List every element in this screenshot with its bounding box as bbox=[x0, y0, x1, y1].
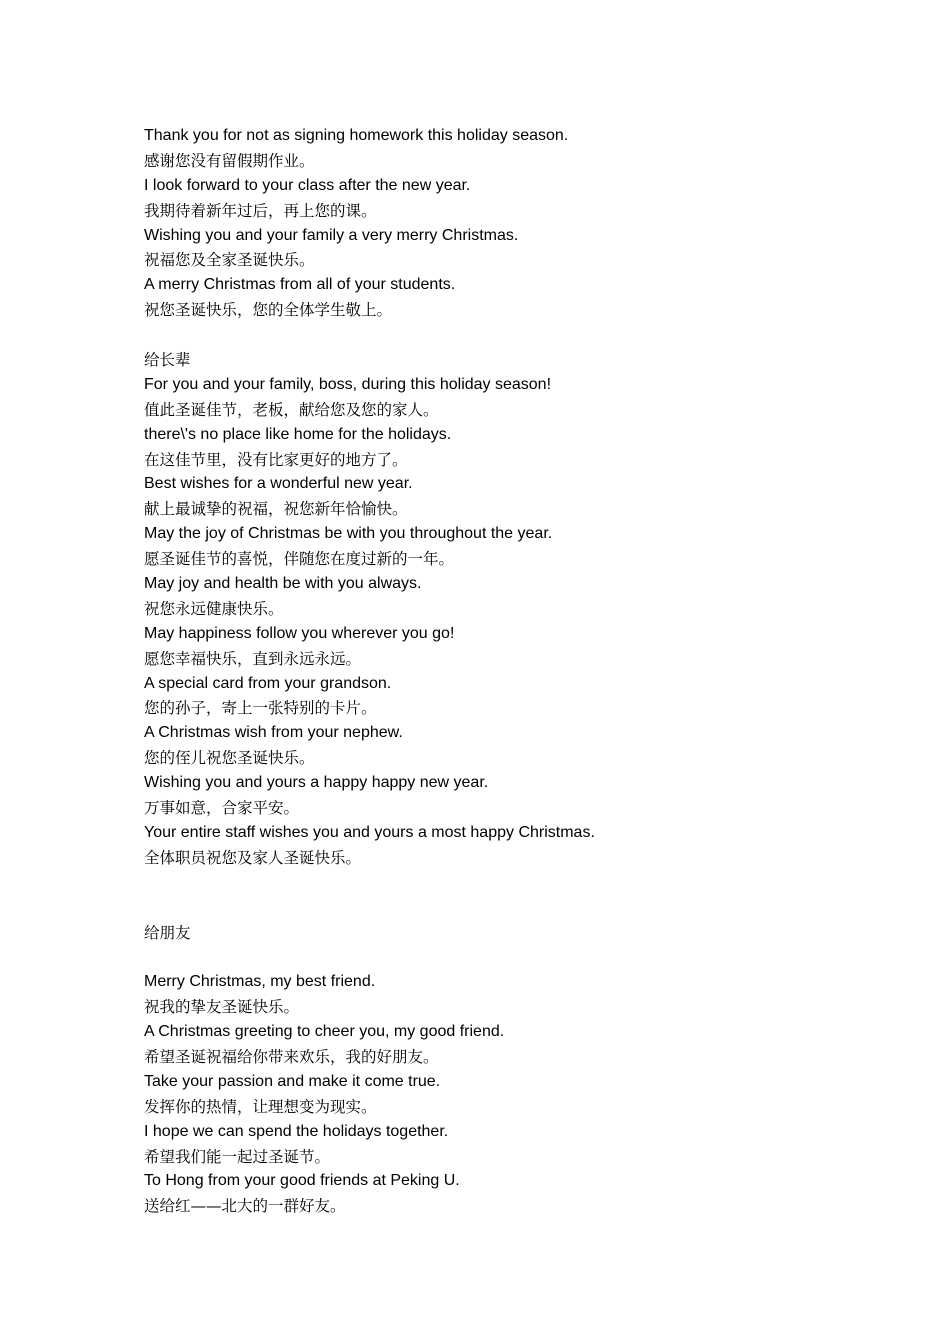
chinese-line: 希望我们能一起过圣诞节。 bbox=[144, 1147, 331, 1166]
english-line: A merry Christmas from all of your students. bbox=[144, 276, 456, 294]
english-line: For you and your family, boss, during this holiday season! bbox=[144, 375, 552, 393]
blank-line bbox=[144, 896, 904, 921]
english-line: Thank you for not as signing homework this holiday season. bbox=[144, 127, 569, 144]
blank-line bbox=[144, 871, 904, 896]
section-friends bbox=[144, 970, 904, 1219]
english-line: I hope we can spend the holidays together. bbox=[144, 1122, 449, 1140]
chinese-line: 希望圣诞祝福给你带来欢乐，我的好朋友。 bbox=[144, 1047, 439, 1066]
chinese-line: 祝您圣诞快乐，您的全体学生敬上。 bbox=[144, 301, 393, 320]
heading-friends: 给朋友 bbox=[144, 923, 191, 942]
section-elders bbox=[144, 373, 904, 871]
english-line: Wishing you and your family a very merry Christmas. bbox=[144, 226, 519, 244]
chinese-line: 祝您永远健康快乐。 bbox=[144, 599, 284, 618]
english-line: Your entire staff wishes you and yours a most happy Christmas. bbox=[144, 823, 595, 841]
english-line: May the joy of Christmas be with you throughout the year. bbox=[144, 525, 553, 543]
english-line: To Hong from your good friends at Peking U. bbox=[144, 1172, 460, 1190]
chinese-line: 祝福您及全家圣诞快乐。 bbox=[144, 251, 315, 270]
chinese-line: 感谢您没有留假期作业。 bbox=[144, 151, 315, 170]
chinese-line: 送给红——北大的一群好友。 bbox=[144, 1197, 346, 1216]
section-teacher bbox=[144, 124, 904, 323]
english-line: I look forward to your class after the new year. bbox=[144, 176, 471, 194]
english-line: A Christmas greeting to cheer you, my good friend. bbox=[144, 1023, 505, 1041]
heading-elders: 给长辈 bbox=[144, 351, 191, 370]
english-line: Merry Christmas, my best friend. bbox=[144, 973, 376, 991]
english-line: Best wishes for a wonderful new year. bbox=[144, 475, 413, 493]
chinese-line: 万事如意，合家平安。 bbox=[144, 799, 300, 818]
document-page bbox=[144, 124, 904, 1219]
chinese-line: 献上最诚挚的祝福，祝您新年恰愉快。 bbox=[144, 500, 408, 519]
english-line: A special card from your grandson. bbox=[144, 674, 392, 692]
chinese-line: 愿您幸福快乐，直到永远永远。 bbox=[144, 649, 362, 668]
english-line: Wishing you and yours a happy happy new year. bbox=[144, 774, 489, 792]
chinese-line: 您的孙子，寄上一张特别的卡片。 bbox=[144, 699, 377, 718]
english-line: May joy and health be with you always. bbox=[144, 575, 422, 593]
english-line: there\'s no place like home for the holidays. bbox=[144, 425, 452, 443]
chinese-line: 您的侄儿祝您圣诞快乐。 bbox=[144, 749, 315, 768]
blank-line bbox=[144, 945, 904, 970]
chinese-line: 祝我的挚友圣诞快乐。 bbox=[144, 998, 300, 1017]
chinese-line: 值此圣诞佳节，老板，献给您及您的家人。 bbox=[144, 400, 439, 419]
english-line: A Christmas wish from your nephew. bbox=[144, 724, 403, 742]
chinese-line: 愿圣诞佳节的喜悦，伴随您在度过新的一年。 bbox=[144, 550, 455, 569]
chinese-line: 我期待着新年过后，再上您的课。 bbox=[144, 201, 377, 220]
english-line: Take your passion and make it come true. bbox=[144, 1072, 441, 1090]
chinese-line: 在这佳节里，没有比家更好的地方了。 bbox=[144, 450, 408, 469]
chinese-line: 全体职员祝您及家人圣诞快乐。 bbox=[144, 848, 362, 867]
chinese-line: 发挥你的热情，让理想变为现实。 bbox=[144, 1097, 377, 1116]
english-line: May happiness follow you wherever you go! bbox=[144, 624, 455, 642]
blank-line bbox=[144, 323, 904, 348]
